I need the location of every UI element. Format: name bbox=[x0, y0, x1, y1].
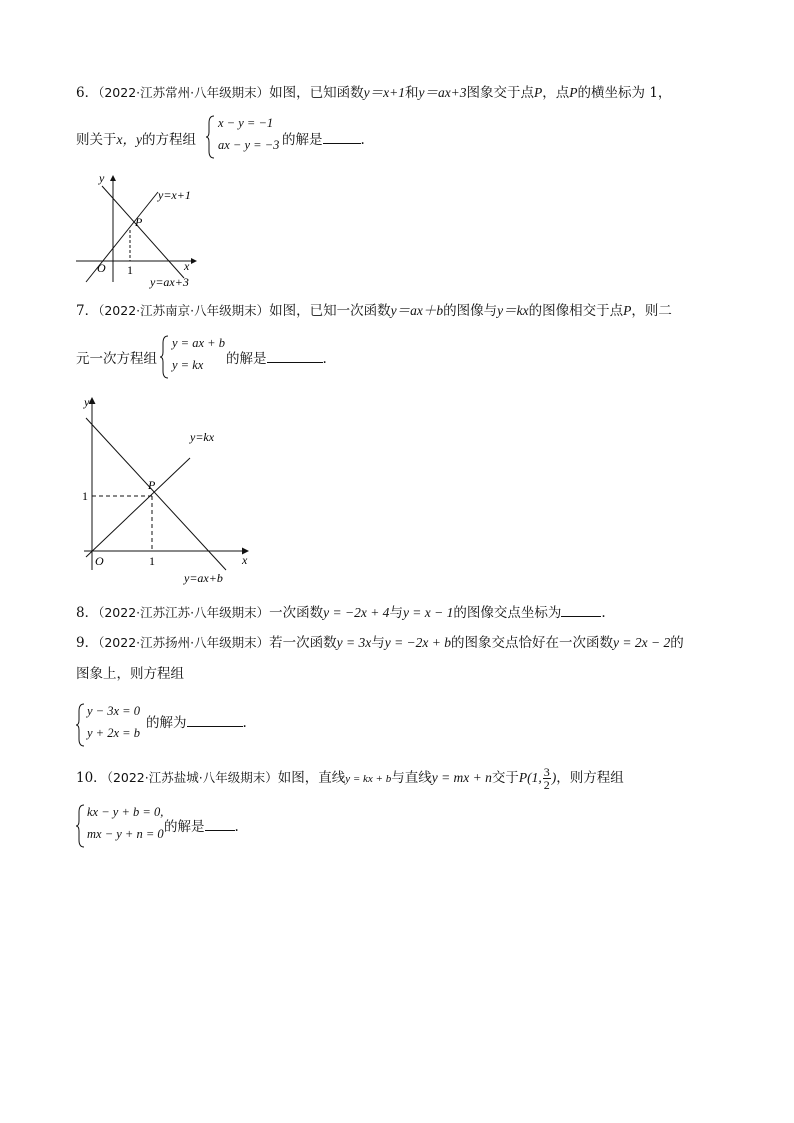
brace-icon bbox=[206, 115, 216, 159]
q7-text1: 如图，已知一次函数 bbox=[269, 303, 391, 319]
q8-answer-blank[interactable] bbox=[561, 604, 601, 617]
q10-text4: ，则方程组 bbox=[556, 770, 624, 786]
q7-label-x: x bbox=[242, 553, 248, 567]
q6-text4: 的横坐标为 1， bbox=[577, 85, 672, 101]
q10-f1: y = kx + b bbox=[345, 773, 392, 785]
q7-text4: ，则二 bbox=[631, 303, 672, 319]
q10-line1 bbox=[76, 766, 624, 791]
q10-text2: 与直线 bbox=[391, 770, 432, 786]
q6-text3: ，点 bbox=[542, 85, 570, 101]
q6-line1 bbox=[76, 84, 671, 102]
q10-equation-system bbox=[76, 803, 162, 849]
q6-eq2: ax − y = −3 bbox=[218, 138, 280, 152]
q10-eq1: kx − y + b = 0, bbox=[87, 805, 164, 819]
q10-text3: 交于 bbox=[491, 770, 519, 786]
q7-number: 7． bbox=[76, 303, 99, 319]
q7-line2-text-a: 元一次方程组 bbox=[76, 351, 157, 367]
q8-f1: y = −2x + 4 bbox=[323, 605, 390, 620]
q6-line2-text-c: 的解是 bbox=[282, 132, 323, 148]
q7-label-origin: O bbox=[95, 554, 104, 568]
q6-f2: y＝ax+3 bbox=[418, 85, 467, 100]
q8-f2: y = x − 1 bbox=[402, 605, 454, 620]
q9-eq1: y − 3x = 0 bbox=[87, 704, 140, 718]
q9-f2: y = −2x + b bbox=[384, 635, 452, 650]
q9-line2: 图象上，则方程组 bbox=[76, 666, 184, 682]
q6-f1: y＝x+1 bbox=[363, 85, 405, 100]
q7-text3: 的图像相交于点 bbox=[528, 303, 624, 319]
q7-graph bbox=[72, 392, 262, 588]
q9-answer-blank[interactable] bbox=[187, 714, 243, 727]
q6-label-one: 1 bbox=[127, 263, 133, 277]
q7-answer-blank[interactable] bbox=[267, 350, 323, 363]
q7-line2-text-b: 的解是 bbox=[226, 351, 267, 367]
q7-f1: y＝ax＋b bbox=[390, 303, 444, 318]
q6-point-p: P bbox=[534, 85, 543, 100]
q6-text2: 图象交于点 bbox=[466, 85, 535, 101]
q6-vars: x，y bbox=[116, 132, 142, 147]
q9-text1: 若一次函数 bbox=[269, 635, 337, 651]
q6-text1: 如图，已知函数 bbox=[269, 85, 364, 101]
q9-text3: 的图象交点恰好在一次函数 bbox=[451, 635, 614, 651]
q6-label-x: x bbox=[184, 259, 190, 273]
q10-eq2: mx − y + n = 0 bbox=[87, 827, 164, 841]
q8-end: . bbox=[601, 605, 606, 621]
q7-label-one-y: 1 bbox=[82, 489, 88, 503]
q8-number: 8． bbox=[76, 605, 99, 621]
q6-number: 6． bbox=[76, 85, 99, 101]
q10-point-post: ) bbox=[551, 770, 557, 785]
q6-and: 和 bbox=[404, 85, 419, 101]
q10-line2 bbox=[164, 818, 239, 836]
q8-text3: 的图像交点坐标为 bbox=[453, 605, 562, 621]
q6-label-p: P bbox=[135, 215, 143, 229]
brace-icon bbox=[76, 703, 86, 747]
q10-f2: y = mx + n bbox=[431, 770, 492, 785]
q7-eq1: y = ax + b bbox=[172, 336, 225, 350]
q7-text2: 的图像与 bbox=[443, 303, 498, 319]
q9-number: 9． bbox=[76, 635, 99, 651]
q6-end: . bbox=[360, 132, 365, 148]
q7-eq2: y = kx bbox=[172, 358, 204, 372]
q9-f1: y = 3x bbox=[336, 635, 372, 650]
q10-source: （2022·江苏盐城·八年级期末） bbox=[106, 770, 278, 785]
q7-label-one-x: 1 bbox=[149, 554, 155, 568]
q7-line-y-kx bbox=[86, 458, 190, 557]
q10-text1: 如图，直线 bbox=[277, 770, 346, 786]
q7-equation-system bbox=[160, 334, 226, 380]
q10-point-pre: P(1, bbox=[518, 770, 542, 785]
q9-equation-system bbox=[76, 702, 146, 748]
q7-label-p: P bbox=[148, 478, 156, 492]
q6-answer-blank[interactable] bbox=[323, 131, 361, 144]
q7-end: . bbox=[322, 351, 327, 367]
q10-fraction bbox=[543, 766, 551, 791]
q9-line3 bbox=[146, 714, 247, 732]
q6-line2-a bbox=[76, 131, 196, 149]
q9-line3-text: 的解为 bbox=[146, 715, 187, 731]
q6-label-origin: O bbox=[97, 261, 106, 275]
brace-icon bbox=[76, 804, 86, 848]
q9-eq2: y + 2x = b bbox=[87, 726, 140, 740]
q10-line2-text: 的解是 bbox=[164, 819, 205, 835]
q10-number: 10． bbox=[76, 770, 107, 786]
q9-source: （2022·江苏扬州·八年级期末） bbox=[98, 635, 270, 650]
q10-answer-blank[interactable] bbox=[205, 818, 235, 831]
q6-label-line2: y=ax+3 bbox=[150, 275, 189, 289]
q7-label-line2: y=ax+b bbox=[184, 571, 223, 585]
q6-equation-system bbox=[206, 114, 282, 160]
q6-line2-text-b: 的方程组 bbox=[141, 132, 196, 148]
q7-line2-b bbox=[226, 350, 327, 368]
q10-frac-num: 3 bbox=[543, 765, 550, 779]
q7-source: （2022·江苏南京·八年级期末） bbox=[98, 303, 270, 318]
q8-text2: 与 bbox=[389, 605, 403, 621]
brace-icon bbox=[160, 335, 170, 379]
q10-frac-den: 2 bbox=[543, 778, 550, 792]
q7-f2: y＝kx bbox=[497, 303, 529, 318]
q9-f3: y = 2x − 2 bbox=[613, 635, 671, 650]
q8-text1: 一次函数 bbox=[269, 605, 324, 621]
q9-text4: 的 bbox=[670, 635, 684, 651]
q7-point-p: P bbox=[623, 303, 632, 318]
q6-point-p2: P bbox=[569, 85, 578, 100]
q8-source: （2022·江苏江苏·八年级期末） bbox=[98, 605, 270, 620]
q8-line1 bbox=[76, 604, 606, 622]
q9-end: . bbox=[242, 715, 247, 731]
q7-line1 bbox=[76, 302, 672, 320]
q6-label-line1: y=x+1 bbox=[158, 188, 191, 202]
q6-label-y: y bbox=[99, 171, 105, 185]
q9-line1 bbox=[76, 634, 684, 652]
q6-source: （2022·江苏常州·八年级期末） bbox=[98, 85, 270, 100]
q6-line2-c bbox=[282, 131, 365, 149]
q6-eq1: x − y = −1 bbox=[218, 116, 274, 130]
q9-text2: 与 bbox=[371, 635, 385, 651]
q7-label-y: y bbox=[84, 395, 90, 409]
q7-label-line1: y=kx bbox=[190, 430, 215, 444]
q7-line2-a bbox=[76, 350, 157, 368]
q6-line2-text-a: 则关于 bbox=[76, 132, 117, 148]
q10-end: . bbox=[234, 819, 239, 835]
q6-graph bbox=[72, 170, 212, 290]
